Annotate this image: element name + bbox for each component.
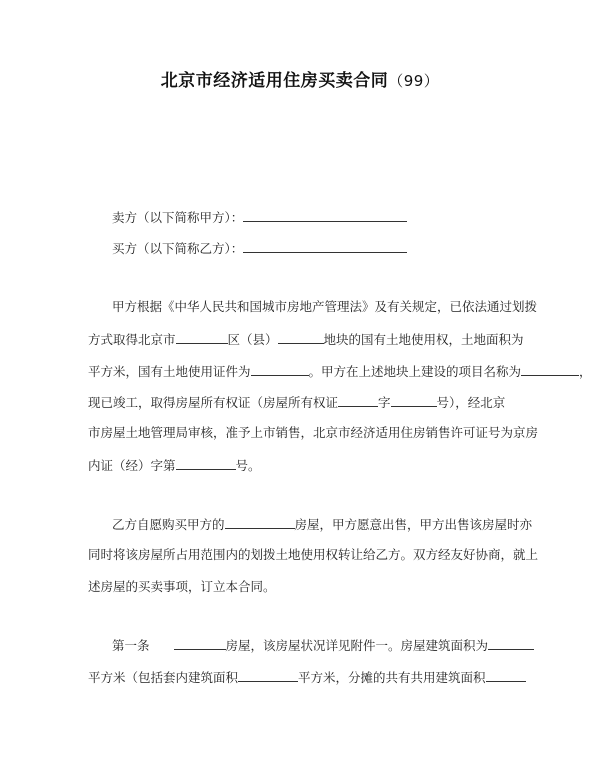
land-cert-blank bbox=[251, 363, 309, 376]
para2-line2-text: 同时将该房屋所占用范围内的划拨土地使用权转让给乙方。双方经友好协商，就上 bbox=[88, 547, 539, 562]
para1-line3-a: 平方米，国有土地使用证件为 bbox=[88, 364, 251, 379]
para2-line1-b: 房屋，甲方愿意出售，甲方出售该房屋时亦 bbox=[294, 517, 533, 532]
para1-line4 bbox=[88, 394, 505, 411]
para2-line3 bbox=[88, 579, 276, 595]
para1-line1-text: 甲方根据《中华人民共和国城市房地产管理法》及有关规定，已依法通过划拨 bbox=[112, 299, 538, 314]
title-code: （99） bbox=[388, 72, 440, 90]
building-area-blank bbox=[488, 637, 534, 650]
para1-line2-b: 区（县） bbox=[227, 332, 278, 347]
para1-line5 bbox=[88, 425, 538, 441]
para1-line2-c: 地块的国有土地使用权，土地面积为 bbox=[323, 332, 524, 347]
inner-area-blank bbox=[238, 669, 298, 682]
project-name-blank bbox=[521, 363, 579, 376]
para1-line6-a: 内证（经）字第 bbox=[88, 458, 176, 473]
para1-line4-b: 字 bbox=[378, 395, 391, 410]
para1-line3-c: ， bbox=[579, 364, 592, 379]
para1-line6 bbox=[88, 457, 261, 474]
seller-blank bbox=[243, 209, 407, 222]
para2-line2 bbox=[88, 547, 538, 563]
article1-line1-b: 房屋，该房屋状况详见附件一。房屋建筑面积为 bbox=[225, 638, 489, 653]
para1-line4-c: 号），经北京 bbox=[436, 395, 506, 410]
article1-house-blank bbox=[174, 637, 226, 650]
district-blank bbox=[176, 331, 228, 344]
para1-line3-b: 。甲方在上述地块上建设的项目名称为 bbox=[308, 364, 522, 379]
article1-line2 bbox=[88, 669, 526, 686]
para1-line6-b: 号。 bbox=[235, 458, 261, 473]
ownership-number-blank bbox=[391, 394, 437, 407]
para1-line4-a: 现已竣工，取得房屋所有权证（房屋所有权证 bbox=[88, 395, 339, 410]
buyer-label: 买方（以下简称乙方）： bbox=[112, 241, 244, 256]
permit-number-blank bbox=[176, 457, 236, 470]
seller-line bbox=[112, 209, 407, 226]
para1-line5-text: 市房屋土地管理局审核，准予上市销售，北京市经济适用住房销售许可证号为京房 bbox=[88, 425, 539, 440]
shared-area-blank bbox=[486, 669, 526, 682]
seller-label: 卖方（以下简称甲方）： bbox=[112, 210, 244, 225]
buyer-line bbox=[112, 240, 407, 257]
para1-line1 bbox=[112, 299, 537, 315]
plot-blank bbox=[278, 331, 324, 344]
article1-line2-b: 平方米，分摊的共有共用建筑面积 bbox=[298, 670, 486, 685]
para2-line1 bbox=[112, 516, 532, 533]
buyer-blank bbox=[243, 240, 407, 253]
para1-line2-a: 方式取得北京市 bbox=[88, 332, 176, 347]
article1-line1 bbox=[112, 637, 534, 654]
title-text: 北京市经济适用住房买卖合同 bbox=[160, 71, 389, 91]
house-blank bbox=[225, 516, 295, 529]
page-title bbox=[0, 66, 600, 91]
para1-line2 bbox=[88, 331, 524, 348]
article1-label: 第一条 bbox=[112, 638, 150, 653]
ownership-cert-blank bbox=[338, 394, 378, 407]
para1-line3 bbox=[88, 363, 592, 380]
article1-line2-a: 平方米（包括套内建筑面积 bbox=[88, 670, 239, 685]
para2-line1-a: 乙方自愿购买甲方的 bbox=[112, 517, 225, 532]
para2-line3-text: 述房屋的买卖事项，订立本合同。 bbox=[88, 579, 276, 594]
